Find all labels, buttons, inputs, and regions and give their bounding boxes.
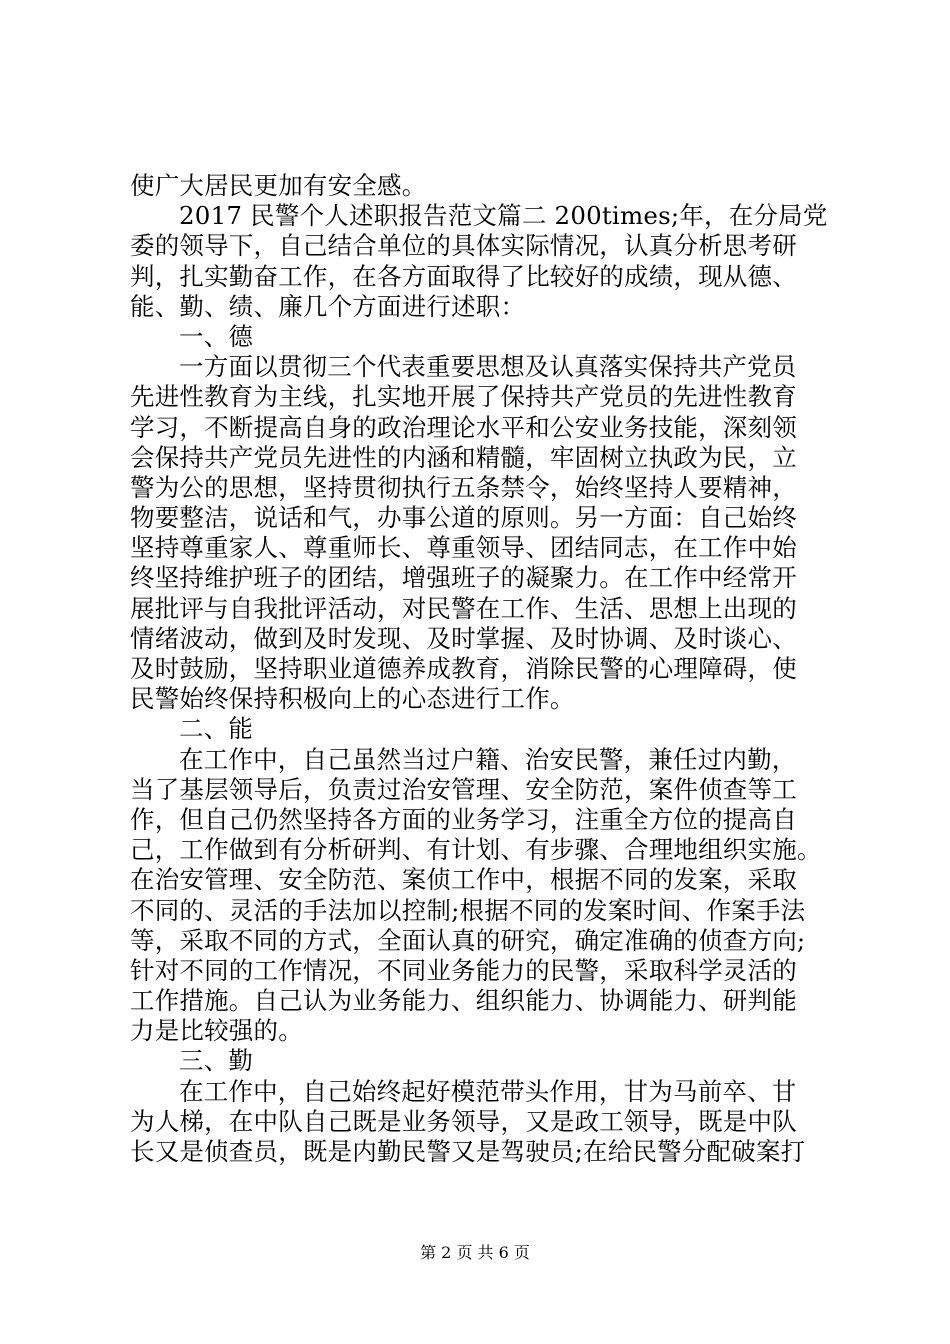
- text-line: 当了基层领导后，负责过治安管理、安全防范，案件侦查等工: [130, 774, 797, 804]
- document-body: [130, 171, 828, 1167]
- text-line: 等，采取不同的方式，全面认真的研究，确定准确的侦查方向;: [130, 925, 806, 955]
- text-line: 在治安管理、安全防范、案侦工作中，根据不同的发案，采取: [130, 865, 797, 895]
- text-line: 物要整洁，说话和气，办事公道的原则。另一方面：自己始终: [130, 503, 797, 533]
- text-line: 学习，不断提高自身的政治理论水平和公安业务技能，深刻领: [130, 412, 797, 442]
- text-line: 委的领导下，自己结合单位的具体实际情况，认真分析思考研: [130, 231, 797, 261]
- text-line: 不同的、灵活的手法加以控制;根据不同的发案时间、作案手法: [130, 895, 806, 925]
- text-line: 警为公的思想，坚持贯彻执行五条禁令，始终坚持人要精神，: [130, 472, 797, 502]
- text-line: 针对不同的工作情况，不同业务能力的民警，采取科学灵活的: [130, 955, 797, 985]
- text-line: 及时鼓励，坚持职业道德养成教育，消除民警的心理障碍，使: [130, 654, 797, 683]
- text-line: 情绪波动，做到及时发现、及时掌握、及时协调、及时谈心、: [130, 623, 797, 653]
- text-line: 使广大居民更加有安全感。: [130, 171, 427, 200]
- text-line: 判，扎实勤奋工作，在各方面取得了比较好的成绩，现从德、: [130, 261, 797, 291]
- text-line: 民警始终保持积极向上的心态进行工作。: [130, 684, 575, 714]
- page-number-label: 第 2 页 共 6 页: [420, 1243, 530, 1262]
- text-line: 会保持共产党员先进性的内涵和精髓，牢固树立执政为民，立: [130, 442, 797, 472]
- text-line: 终坚持维护班子的团结，增强班子的凝聚力。在工作中经常开: [130, 563, 797, 593]
- text-line: 一、德: [179, 321, 254, 351]
- text-line: 一方面以贯彻三个代表重要思想及认真落实保持共产党员: [179, 352, 797, 382]
- text-line: 二、能: [179, 714, 254, 744]
- text-line: 2017 民警个人述职报告范文篇二 200times;年，在分局党: [179, 201, 828, 231]
- text-line: 坚持尊重家人、尊重师长、尊重领导、团结同志，在工作中始: [130, 533, 797, 563]
- page-footer: [0, 1243, 950, 1263]
- text-line: 力是比较强的。: [130, 1016, 303, 1046]
- text-line: 先进性教育为主线，扎实地开展了保持共产党员的先进性教育: [130, 382, 797, 412]
- text-line: 为人梯，在中队自己既是业务领导，又是政工领导，既是中队: [130, 1106, 797, 1136]
- text-line: 在工作中，自己始终起好模范带头作用，甘为马前卒、甘: [179, 1076, 797, 1106]
- text-line: 能、勤、绩、廉几个方面进行述职：: [130, 291, 526, 321]
- text-line: 展批评与自我批评活动，对民警在工作、生活、思想上出现的: [130, 593, 797, 623]
- text-line: 己，工作做到有分析研判、有计划、有步骤、合理地组织实施。: [130, 835, 822, 865]
- text-line: 在工作中，自己虽然当过户籍、治安民警，兼任过内勤，: [179, 744, 797, 774]
- text-line: 三、勤: [179, 1046, 254, 1076]
- text-line: 长又是侦查员，既是内勤民警又是驾驶员;在给民警分配破案打: [130, 1137, 806, 1166]
- text-line: 作，但自己仍然坚持各方面的业务学习，注重全方位的提高自: [130, 804, 797, 834]
- text-line: 工作措施。自己认为业务能力、组织能力、协调能力、研判能: [130, 986, 797, 1016]
